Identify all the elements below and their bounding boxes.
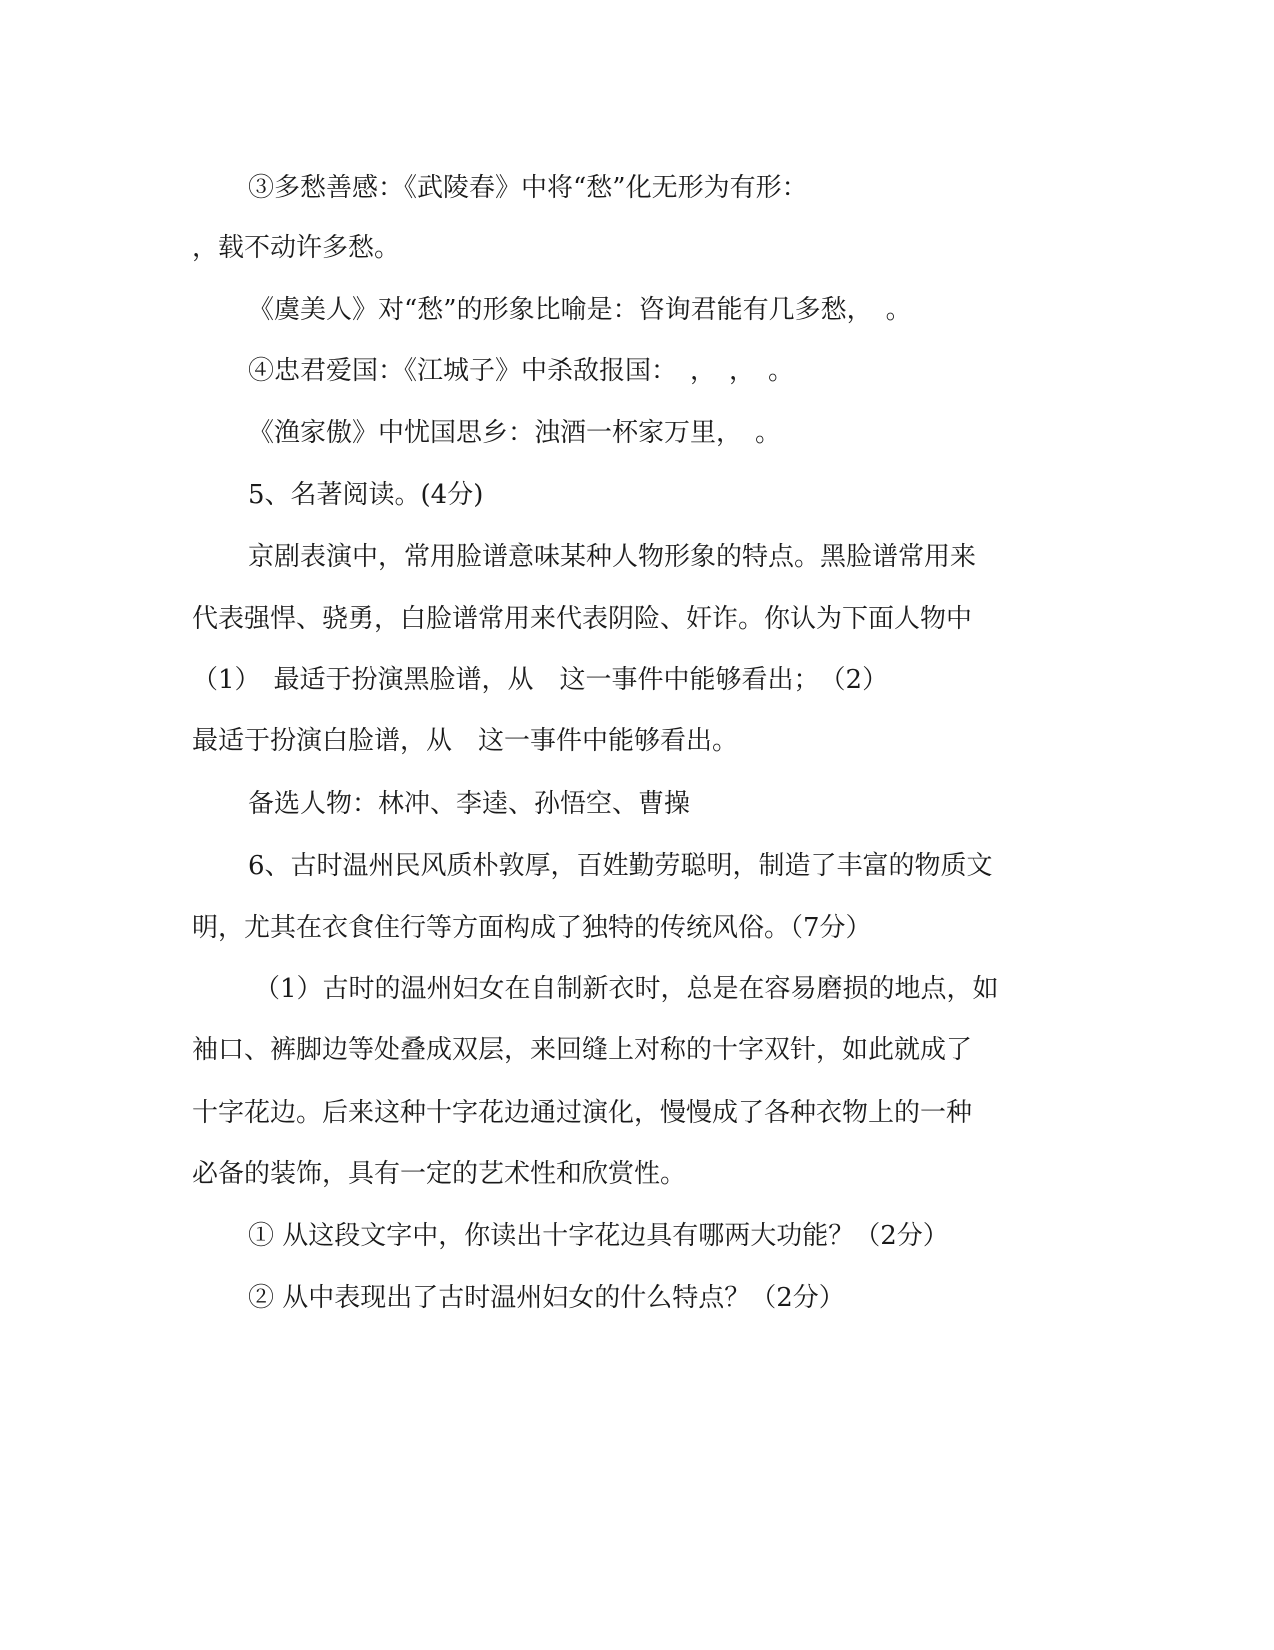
text-line: ，载不动许多愁。 [192, 233, 401, 263]
text-line: 明，尤其在衣食住行等方面构成了独特的传统风俗。（7分） [192, 913, 872, 943]
text-line: 代表强悍、骁勇，白脸谱常用来代表阴险、奸诈。你认为下面人物中 [192, 604, 973, 634]
section-heading: 5、名著阅读。(4分) [248, 480, 484, 510]
text-line: （1）古时的温州妇女在自制新衣时，总是在容易磨损的地点，如 [254, 974, 999, 1004]
text-line: ④忠君爱国：《江城子》中杀敌报国： ， ， 。 [248, 356, 795, 386]
text-line: 最适于扮演白脸谱，从 这一事件中能够看出。 [192, 726, 739, 756]
question-line: ② 从中表现出了古时温州妇女的什么特点？（2分） [248, 1283, 845, 1313]
question-line: ① 从这段文字中，你读出十字花边具有哪两大功能？（2分） [248, 1221, 949, 1251]
text-line: 备选人物：林冲、李逵、孙悟空、曹操 [248, 789, 691, 819]
text-line: ③多愁善感：《武陵春》中将“愁”化无形为有形： [248, 173, 808, 203]
text-line: （1） 最适于扮演黑脸谱，从 这一事件中能够看出； （2） [192, 665, 889, 695]
text-line: 十字花边。后来这种十字花边通过演化，慢慢成了各种衣物上的一种 [192, 1098, 973, 1128]
text-line: 《渔家傲》中忧国思乡：浊酒一杯家万里， 。 [248, 418, 782, 448]
text-line: 袖口、裤脚边等处叠成双层，来回缝上对称的十字双针，如此就成了 [192, 1035, 973, 1065]
section-heading: 6、古时温州民风质朴敦厚，百姓勤劳聪明，制造了丰富的物质文 [248, 851, 993, 881]
text-line: 京剧表演中，常用脸谱意味某种人物形象的特点。黑脸谱常用来 [248, 542, 977, 572]
text-line: 必备的装饰，具有一定的艺术性和欣赏性。 [192, 1159, 687, 1189]
text-line: 《虞美人》对“愁”的形象比喻是：咨询君能有几多愁， 。 [248, 295, 912, 325]
